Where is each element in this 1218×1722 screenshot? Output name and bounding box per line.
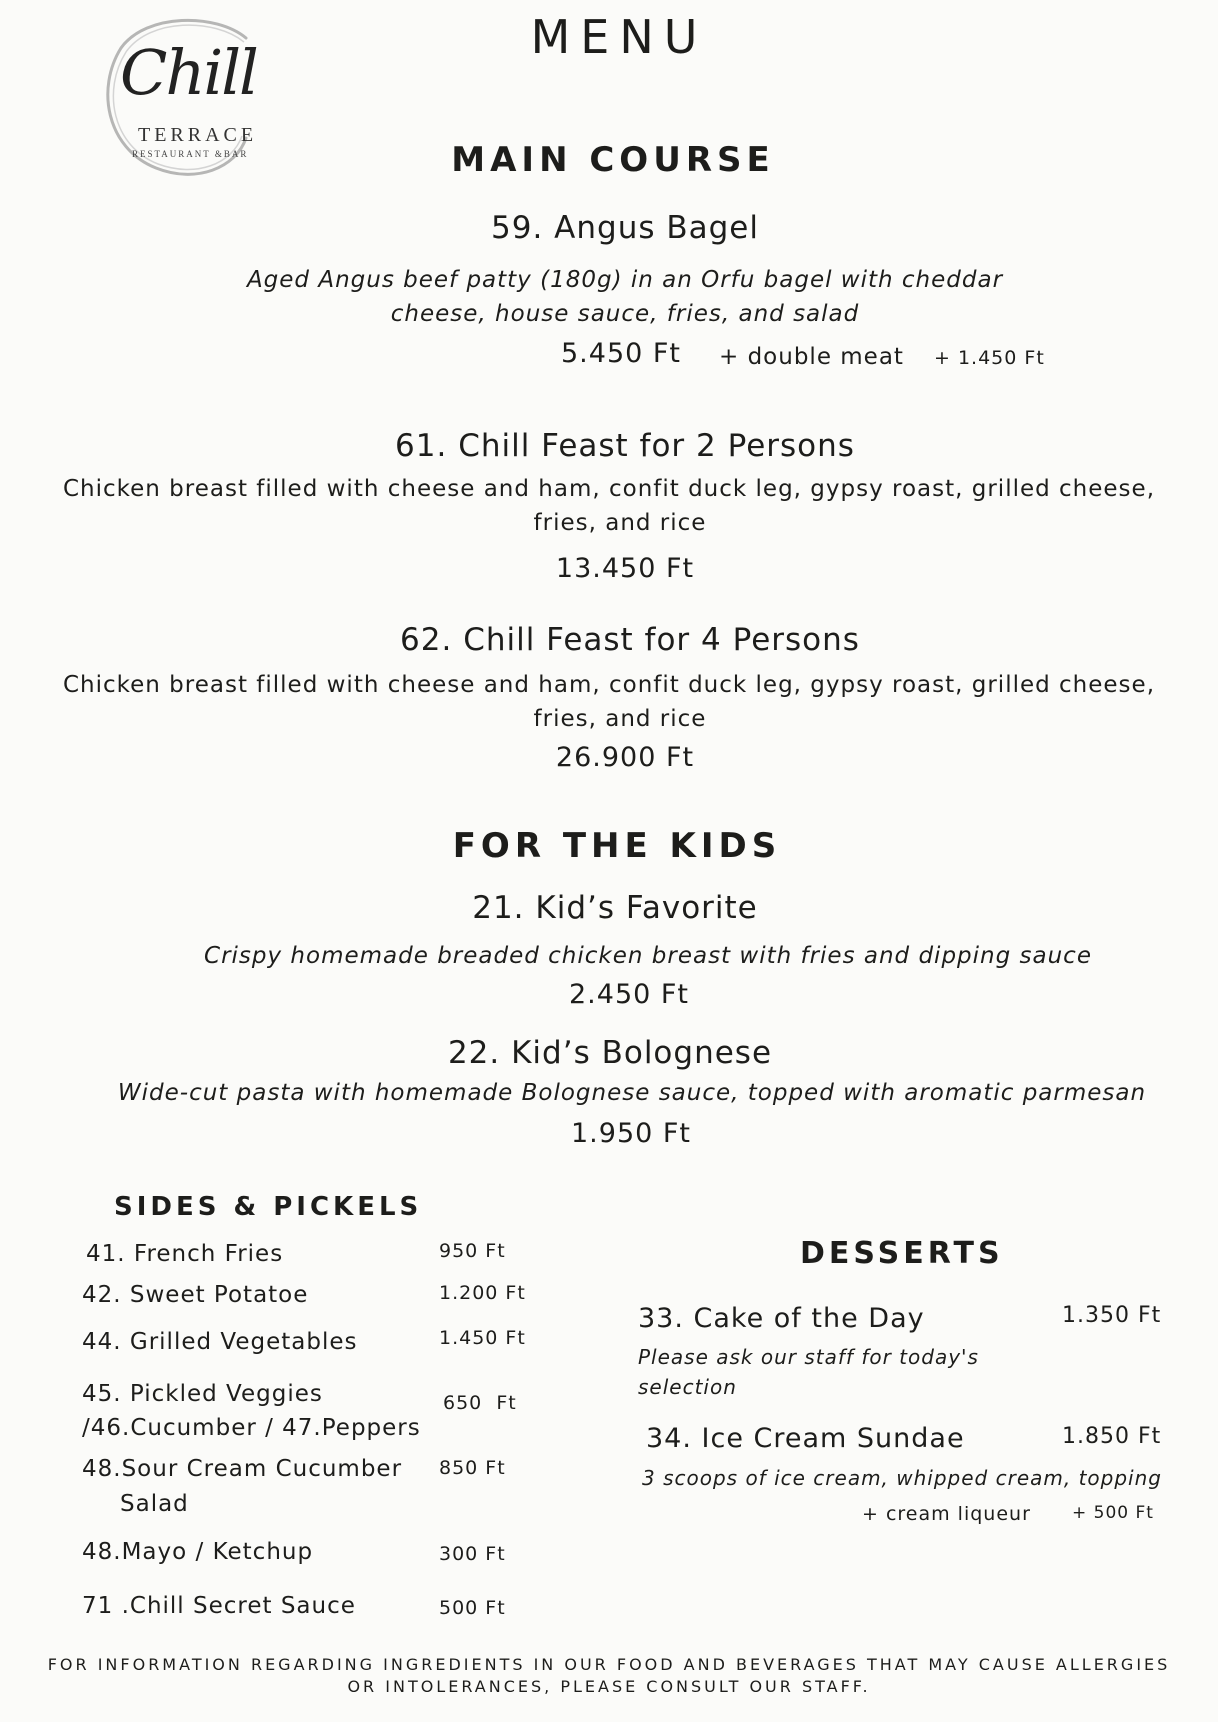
desserts-heading: DESSERTS [800, 1236, 1004, 1271]
dessert-item-title: 34. Ice Cream Sundae [646, 1423, 965, 1454]
main-item-price: 5.450 Ft [561, 338, 681, 369]
main-item-desc: Aged Angus beef patty (180g) in an Orfu bagel with cheddar [246, 267, 1004, 293]
main-item-title: 61. Chill Feast for 2 Persons [395, 428, 855, 464]
side-item-name: Salad [120, 1491, 189, 1517]
side-item-name: 48.Sour Cream Cucumber [82, 1456, 403, 1482]
main-course-heading: MAIN COURSE [451, 140, 775, 180]
main-item-title: 62. Chill Feast for 4 Persons [400, 622, 860, 658]
side-item-price: 650 Ft [443, 1392, 517, 1414]
allergy-notice-line: FOR INFORMATION REGARDING INGREDIENTS IN OUR FOOD AND BEVERAGES THAT MAY CAUSE ALLERGIES [47, 1655, 1171, 1674]
kids-item-desc: Wide-cut pasta with homemade Bolognese sauce, topped with aromatic parmesan [117, 1080, 1147, 1106]
dessert-item-desc: selection [638, 1375, 737, 1399]
main-item-desc: fries, and rice [533, 706, 707, 732]
logo-script-text: Chill [120, 36, 257, 109]
side-item-name: 42. Sweet Potatoe [82, 1282, 309, 1308]
main-item-desc: cheese, house sauce, fries, and salad [390, 301, 860, 327]
side-item-price: 1.200 Ft [439, 1282, 526, 1304]
kids-item-price: 1.950 Ft [571, 1118, 691, 1149]
dessert-item-desc: Please ask our staff for today's [638, 1345, 979, 1369]
kids-item-title: 22. Kid’s Bolognese [447, 1035, 773, 1071]
logo-subtitle: RESTAURANT &BAR [132, 149, 249, 159]
logo-name: TERRACE [138, 124, 258, 146]
main-item-desc: Chicken breast filled with cheese and ham, confit duck leg, gypsy roast, grilled cheese, [62, 476, 1156, 502]
side-item-name: 71 .Chill Secret Sauce [82, 1593, 356, 1619]
extra-option-label: + cream liqueur [862, 1503, 1031, 1525]
allergy-notice [0, 1654, 1218, 1698]
kids-heading: FOR THE KIDS [452, 826, 782, 866]
side-item-name: 41. French Fries [86, 1241, 284, 1267]
side-item-name: 48.Mayo / Ketchup [82, 1539, 314, 1565]
main-item-price: 26.900 Ft [555, 742, 695, 773]
main-item-desc: fries, and rice [533, 510, 707, 536]
main-item-desc: Chicken breast filled with cheese and ham, confit duck leg, gypsy roast, grilled cheese, [62, 672, 1156, 698]
side-item-price: 500 Ft [439, 1597, 506, 1619]
dessert-item-title: 33. Cake of the Day [638, 1303, 925, 1334]
side-item-price: 950 Ft [439, 1240, 506, 1262]
extra-option-price: + 1.450 Ft [934, 347, 1045, 369]
kids-item-desc: Crispy homemade breaded chicken breast with fries and dipping sauce [204, 943, 1092, 969]
side-item-price: 1.450 Ft [439, 1327, 526, 1349]
side-item-price: 850 Ft [439, 1457, 506, 1479]
extra-option-label: + double meat [719, 344, 904, 370]
dessert-item-price: 1.350 Ft [1062, 1303, 1162, 1328]
side-item-price: 300 Ft [439, 1543, 506, 1565]
allergy-notice-line: OR INTOLERANCES, PLEASE CONSULT OUR STAFF. [347, 1677, 871, 1696]
sides-heading: SIDES & PICKELS [114, 1192, 423, 1222]
main-item-price: 13.450 Ft [555, 553, 695, 584]
dessert-item-price: 1.850 Ft [1062, 1424, 1162, 1449]
kids-item-price: 2.450 Ft [569, 979, 689, 1010]
dessert-item-desc: 3 scoops of ice cream, whipped cream, topping [642, 1466, 1162, 1490]
extra-option-price: + 500 Ft [1072, 1503, 1154, 1523]
kids-item-title: 21. Kid’s Favorite [472, 890, 758, 926]
side-item-name: 45. Pickled Veggies [82, 1381, 323, 1407]
side-item-name: /46.Cucumber / 47.Peppers [82, 1415, 421, 1441]
menu-title: MENU [530, 10, 708, 64]
main-item-title: 59. Angus Bagel [491, 210, 759, 246]
side-item-name: 44. Grilled Vegetables [82, 1329, 358, 1355]
